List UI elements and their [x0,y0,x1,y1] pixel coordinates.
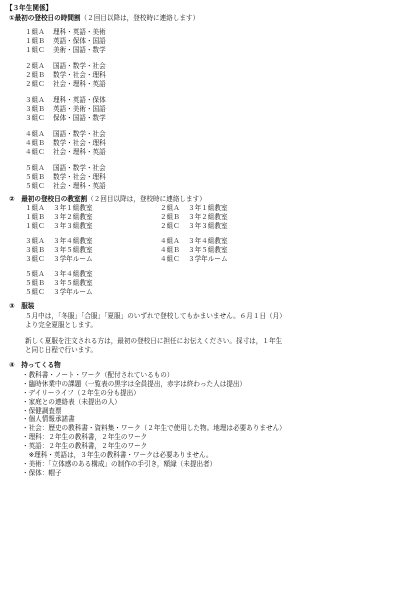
subjects: 保体・国語・数学 [53,113,106,122]
subjects: 理科・英語・美術 [53,28,106,36]
items-to-bring-list [22,371,286,478]
timetable-row [25,105,106,114]
uniform-paragraph-2-line-1: 新しく夏服を注文される方は，最初の登校日に担任にお伝えください。採寸は，１年生 [25,337,283,345]
section-1-note: （２回目以降は，登校時に連絡します） [80,14,200,22]
classroom-row [25,288,93,297]
subjects: 英語・美術・国語 [53,104,106,113]
subjects: 国語・数学・社会 [53,130,106,138]
class-name: ５組Ａ [25,270,45,278]
section-1-title: 最初の登校日の時間割 [14,14,81,22]
class-name: １組Ａ [25,28,45,36]
class-name: ２組Ｃ [160,221,180,230]
timetable-row [25,130,106,139]
item-to-bring: ・英語：２年生の教科書，２年生のワーク [22,442,148,451]
timetable-row [25,28,106,37]
classroom-name: ３年３組教室 [188,221,228,230]
section-2-heading [9,195,206,204]
timetable-row [25,182,106,191]
classroom-name: ３年４組教室 [188,237,228,245]
classroom-row [160,213,228,222]
class-name: ３組Ｃ [25,113,45,122]
uniform-paragraph-1-line-1: ５月中は，「冬服」「合服」「夏服」のいずれで登校してもかまいません。６月１日（月） [25,312,286,320]
timetable-row [25,80,106,89]
class-name: ４組Ｃ [25,147,45,156]
classroom-name: ３年２組教室 [188,212,228,221]
classroom-name: ３年５組教室 [53,278,93,287]
class-name: ２組Ａ [25,62,45,70]
uniform-paragraph-2-line-2: と同じ日程で行います。 [25,346,98,354]
section-1-heading [9,14,199,23]
class-name: ３組Ｂ [25,245,45,254]
section-4-number: ④ [9,361,15,369]
class-name: １組Ｂ [25,36,45,45]
class-name: ２組Ｂ [160,212,180,221]
timetable-row [25,62,106,71]
item-to-bring: ・美術：「立体感のある構成」の制作の手引き，額縁（未提出者） [22,459,217,468]
section-4-title: 持ってくる物 [21,361,61,369]
item-to-bring: ・社会：歴史の教科書・資料集・ワーク（２年生で使用した物。地理は必要ありません） [22,424,286,433]
classroom-row [25,246,93,255]
classroom-row [160,222,228,231]
class-name: ４組Ｃ [160,254,180,263]
item-to-bring: ・臨時休業中の課題（一覧表の黒字は全員提出，赤字は終わった人は提出） [22,379,247,388]
section-1-number: ① [9,14,15,22]
class-name: ３組Ａ [25,96,45,104]
subjects: 社会・理科・英語 [53,79,106,88]
section-2-note: （２回目以降は，登校時に連絡します） [87,195,206,203]
classroom-name: ３学年ルーム [188,254,228,263]
class-name: １組Ａ [25,204,45,212]
item-to-bring: ・デイリーライフ（２年生の分も提出） [22,388,140,397]
section-4-heading [9,361,61,370]
class-name: ４組Ｂ [160,245,180,254]
class-name: ４組Ｂ [25,138,45,147]
classroom-row [25,270,93,279]
classroom-row [160,204,228,213]
class-name: ３組Ｂ [25,104,45,113]
subjects: 国語・数学・社会 [53,164,106,172]
classroom-row [25,213,93,222]
timetable-row [25,139,106,148]
subjects: 美術・国語・数学 [53,45,106,54]
timetable-row [25,71,106,80]
subjects: 国語・数学・社会 [53,62,106,70]
item-to-bring: ・保健調査票 [22,406,62,415]
classroom-name: ３年２組教室 [53,212,93,221]
classroom-name: ３学年ルーム [53,287,93,296]
classroom-name: ３年５組教室 [53,245,93,254]
class-name: １組Ｃ [25,45,45,54]
subjects: 社会・理科・英語 [53,181,106,190]
class-name: ２組Ｂ [25,70,45,79]
item-to-bring: ・保体：帽子 [22,468,62,477]
timetable-row [25,96,106,105]
class-name: ３組Ｃ [25,254,45,263]
section-2-title: 最初の登校日の教室割 [21,195,88,203]
timetable-row [25,114,106,123]
timetable-row [25,46,106,55]
document-heading: 【３年生関係】 [6,4,53,12]
uniform-paragraph-1-line-2: より完全夏服とします。 [25,321,98,329]
class-name: ５組Ｂ [25,172,45,181]
classroom-name: ３年３組教室 [53,221,93,230]
class-name: ３組Ａ [25,237,45,245]
classroom-row [160,255,228,264]
classroom-name: ３年５組教室 [188,245,228,254]
section-3-number: ③ [9,302,15,310]
item-to-bring: ・教科書・ノート・ワーク（配付されているもの） [22,371,174,379]
subjects: 数学・社会・理科 [53,138,106,147]
timetable-row [25,37,106,46]
class-name: １組Ｂ [25,212,45,221]
section-3-title: 服装 [21,302,35,310]
item-to-bring: ・個人情報承諾書 [22,415,75,424]
item-to-bring: ・理科：２年生の教科書，２年生のワーク [22,433,148,442]
classroom-row [25,204,93,213]
subjects: 理科・英語・保体 [53,96,106,104]
subjects: 英語・保体・国語 [53,36,106,45]
class-name: ５組Ｃ [25,287,45,296]
classroom-row [25,279,93,288]
subjects: 社会・理科・英語 [53,147,106,156]
subjects: 数学・社会・理科 [53,70,106,79]
class-name: ５組Ｃ [25,181,45,190]
class-name: ５組Ｂ [25,278,45,287]
class-name: ５組Ａ [25,164,45,172]
classroom-name: ３年１組教室 [53,204,93,212]
item-to-bring: ・家庭との連絡表（未提出の人） [22,397,121,406]
classroom-row [25,255,93,264]
class-name: ２組Ｃ [25,79,45,88]
section-2-number: ② [9,195,15,203]
subjects: 数学・社会・理科 [53,172,106,181]
classroom-name: ３学年ルーム [53,254,93,263]
classroom-name: ３年１組教室 [188,204,228,212]
classroom-row [160,237,228,246]
timetable-row [25,148,106,157]
class-name: ４組Ａ [160,237,180,245]
classroom-name: ３年４組教室 [53,237,93,245]
class-name: １組Ｃ [25,221,45,230]
classroom-row [160,246,228,255]
timetable-row [25,173,106,182]
timetable-row [25,164,106,173]
classroom-row [25,237,93,246]
classroom-name: ３年４組教室 [53,270,93,278]
classroom-row [25,222,93,231]
class-name: ２組Ａ [160,204,180,212]
class-name: ４組Ａ [25,130,45,138]
item-to-bring: ※理科・英語は，３年生の教科書・ワークは必要ありません。 [22,451,213,460]
section-3-heading [9,302,34,311]
